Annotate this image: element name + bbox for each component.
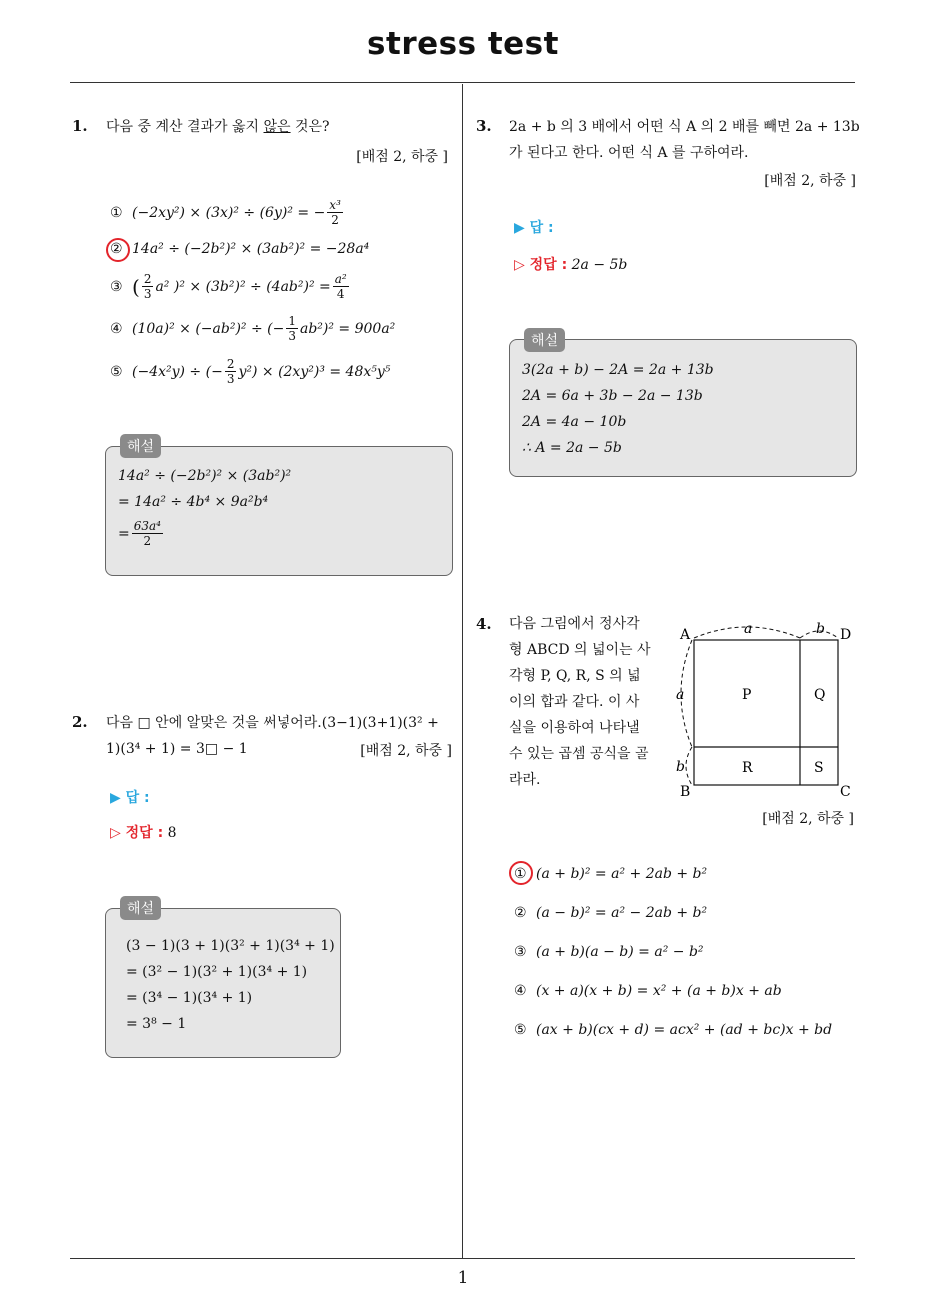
q2-explanation-box: [105, 908, 341, 1058]
q1-choice-1[interactable]: ① (−2xy²) × (3x)² ÷ (6y)² = − $\frac{\text{x³}}{2}$: [110, 198, 341, 227]
q3-explain-line: 3(2a + b) − 2A = 2a + 13b: [522, 362, 714, 378]
q2-meta: [배점 2, 하중 ]: [360, 743, 452, 759]
q1-choice-5[interactable]: ⑤ (−4x²y) ÷ (− $\frac{2}{3}$ y²) × (2xy²)³ = 48x⁵y⁵: [110, 357, 391, 386]
q4-meta: [배점 2, 하중 ]: [762, 811, 854, 827]
region-S: S: [814, 760, 824, 776]
label-B: B: [680, 784, 691, 800]
q3-explain-line: 2A = 4a − 10b: [522, 414, 627, 430]
q3-explain-tag: 해설: [524, 328, 565, 352]
q1-explain-line: = 14a² ÷ 4b⁴ × 9a²b⁴: [118, 494, 269, 510]
label-top-b: b: [816, 621, 825, 637]
region-R: R: [742, 760, 753, 776]
q2-answer-label: ▶ 답 :: [110, 790, 150, 806]
square-figure: [670, 618, 860, 800]
q3-text-line1: 2a + b 의 3 배에서 어떤 식 A 의 2 배를 빼면 2a + 13b: [509, 119, 860, 135]
q2-correct: ▷ 정답 : 8: [110, 825, 177, 841]
q2-explain-tag: 해설: [120, 896, 161, 920]
q4-choice-3[interactable]: ③ (a + b)(a − b) = a² − b²: [514, 944, 704, 960]
label-left-b: b: [676, 759, 685, 775]
region-P: P: [742, 687, 752, 703]
q1-choice-4[interactable]: ④ (10a)² × (−ab²)² ÷ (− $\frac{1}{3}$ ab²)² = 900a²: [110, 314, 396, 343]
column-divider: [462, 84, 463, 1258]
q2-explain-line: (3 − 1)(3 + 1)(3² + 1)(3⁴ + 1): [126, 938, 335, 954]
q3-number: 3.: [476, 117, 492, 135]
q2-text-line1: 다음 □ 안에 알맞은 것을 써넣어라.(3−1)(3+1)(3² +: [106, 715, 439, 731]
q1-explanation-box: [105, 446, 453, 576]
label-A: A: [680, 627, 691, 643]
q2-text-line2: 1)(3⁴ + 1) = 3□ − 1: [106, 741, 248, 757]
label-top-a: a: [744, 621, 753, 637]
q1-choice-2[interactable]: ② 14a² ÷ (−2b²)² × (3ab²)² = −28a⁴: [110, 241, 370, 257]
q4-choice-1[interactable]: ① (a + b)² = a² + 2ab + b²: [514, 866, 708, 882]
q3-explain-line: 2A = 6a + 3b − 2a − 13b: [522, 388, 703, 404]
q4-text: 다음 그림에서 정사각 형 ABCD 의 넓이는 사 각형 P, Q, R, S 의 넓 이의 합과 같다. 이 사 실을 이용하여 나타낼 수 있는 곱셈 공식을 골 라라.: [509, 616, 651, 788]
q3-explain-line: ∴ A = 2a − 5b: [522, 440, 622, 456]
q3-explanation-box: [509, 339, 857, 477]
q1-meta: [배점 2, 하중 ]: [356, 149, 448, 165]
q1-choice-3[interactable]: ③ ( $\frac{2}{3}$ a² )² × (3b²)² ÷ (4ab²)² = $\frac{\text{a²}}{4}$: [110, 272, 347, 301]
label-D: D: [840, 627, 852, 643]
q4-choice-5[interactable]: ⑤ (ax + b)(cx + d) = acx² + (ad + bc)x + bd: [514, 1022, 833, 1038]
q2-explain-line: = 3⁸ − 1: [126, 1016, 187, 1032]
top-rule: [70, 82, 855, 83]
q3-meta: [배점 2, 하중 ]: [764, 173, 856, 189]
q3-correct: ▷ 정답 : 2a − 5b: [514, 257, 628, 273]
q3-text-line2: 가 된다고 한다. 어떤 식 A 를 구하여라.: [509, 145, 749, 161]
q2-explain-line: = (3² − 1)(3² + 1)(3⁴ + 1): [126, 964, 308, 980]
label-C: C: [840, 784, 851, 800]
q1-explain-tag: 해설: [120, 434, 161, 458]
q2-number: 2.: [72, 713, 88, 731]
page-number: 1: [457, 1268, 469, 1288]
q1-number: 1.: [72, 117, 88, 135]
q4-choice-4[interactable]: ④ (x + a)(x + b) = x² + (a + b)x + ab: [514, 983, 782, 999]
q1-text: 다음 중 계산 결과가 옳지 않은 것은?: [106, 119, 330, 135]
q2-explain-line: = (3⁴ − 1)(3⁴ + 1): [126, 990, 253, 1006]
region-Q: Q: [814, 687, 826, 703]
label-left-a: a: [676, 687, 685, 703]
q4-number: 4.: [476, 615, 492, 633]
q4-choice-2[interactable]: ② (a − b)² = a² − 2ab + b²: [514, 905, 708, 921]
q3-answer-label: ▶ 답 :: [514, 220, 554, 236]
q1-explain-line: 14a² ÷ (−2b²)² × (3ab²)²: [118, 468, 292, 484]
page-title: stress test: [367, 26, 559, 62]
q1-explain-line: = $\frac{\text{63a⁴}}{2}$: [118, 519, 161, 548]
bottom-rule: [70, 1258, 855, 1259]
